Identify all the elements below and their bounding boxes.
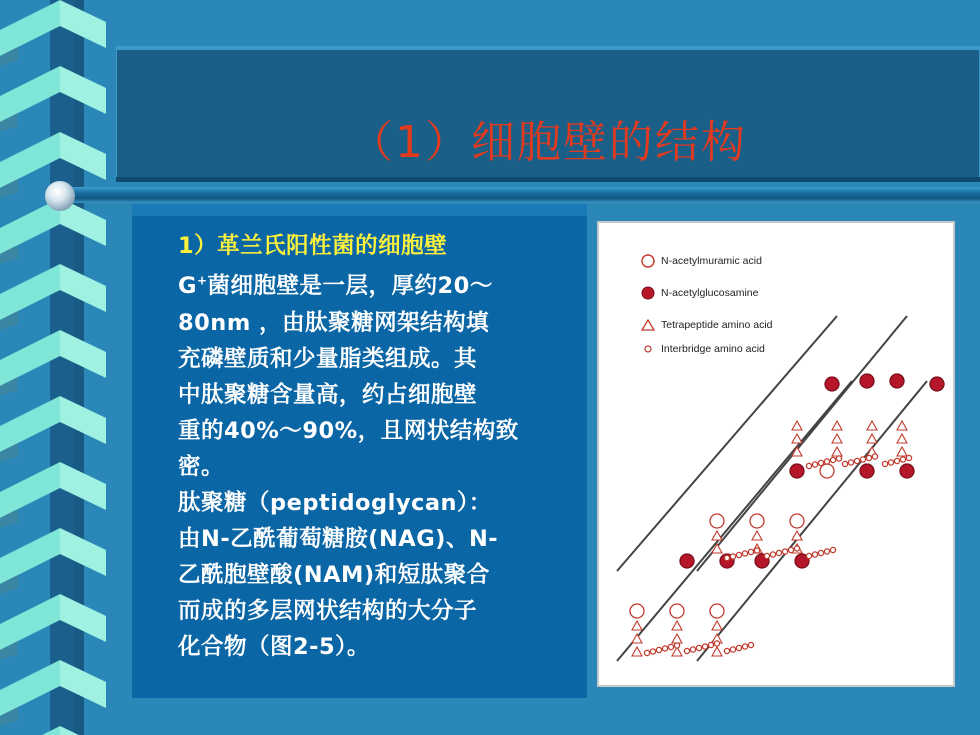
g-plus: +	[196, 273, 208, 288]
body-line-2: 80nm ，由肽聚糖网架结构填	[178, 310, 490, 336]
legend-small-circle-icon	[645, 346, 651, 352]
g-letter: G	[178, 273, 197, 299]
line1-text: 菌细胞壁是一层，厚约20～	[207, 273, 493, 299]
legend-triangle-icon	[642, 320, 654, 330]
body-line-7: 肽聚糖（peptidoglycan）：	[178, 490, 492, 516]
divider-knob	[45, 181, 75, 211]
body-line-3: 充磷壁质和少量脂类组成。其	[178, 346, 478, 372]
legend-label-2: N-acetylglucosamine	[661, 287, 759, 299]
legend-label-4: Interbridge amino acid	[661, 343, 765, 355]
legend-label-3: Tetrapeptide amino acid	[661, 319, 773, 331]
body-line-4: 中肽聚糖含量高，约占细胞壁	[178, 382, 478, 408]
slide-title: （1）细胞壁的结构	[349, 117, 747, 168]
heading-prefix: 1）革兰氏阳性菌的	[178, 233, 379, 259]
legend-label-1: N-acetylmuramic acid	[661, 255, 762, 267]
body-line-9: 乙酰胞壁酸(NAM)和短肽聚合	[178, 562, 490, 588]
body-line-5: 重的40%～90%，且网状结构致	[178, 418, 519, 444]
legend-filled-circle-icon	[642, 287, 654, 299]
legend-open-circle-icon	[642, 255, 654, 267]
peptidoglycan-diagram	[597, 221, 955, 687]
body-line-6: 密。	[178, 454, 225, 480]
divider-rule	[60, 187, 980, 203]
ribbon-decoration	[0, 0, 110, 735]
body-line-11: 化合物（图2-5）。	[178, 634, 370, 660]
body-line-8: 由N-乙酰葡萄糖胺(NAG)、N-	[178, 526, 499, 552]
section-heading	[178, 228, 447, 260]
heading-highlight: 细胞壁	[378, 233, 448, 259]
title-banner	[116, 46, 980, 182]
body-line-10: 而成的多层网状结构的大分子	[178, 598, 478, 624]
body-line-1	[178, 268, 493, 300]
